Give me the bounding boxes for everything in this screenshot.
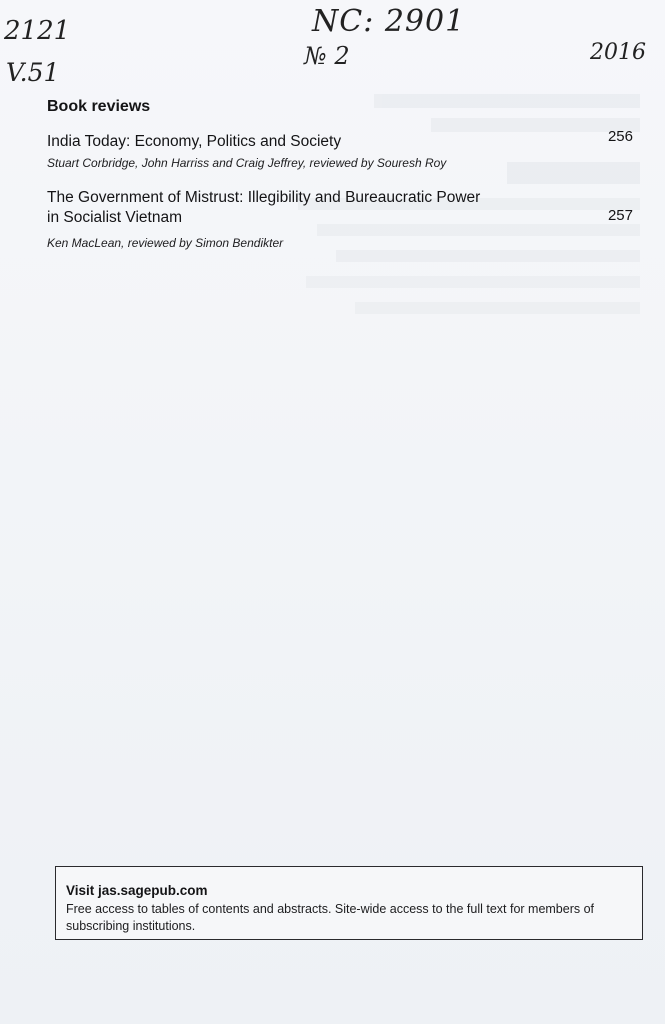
review-title: The Government of Mistrust: Illegibility and Bureaucratic Power in Socialist Vietnam	[47, 189, 481, 226]
handwritten-nc-code: NC: 2901	[312, 4, 466, 39]
website-info-box	[55, 866, 643, 940]
section-heading-book-reviews: Book reviews	[47, 98, 151, 115]
handwritten-year: 2016	[590, 40, 646, 65]
page-number: 257	[607, 207, 633, 224]
review-byline: Stuart Corbridge, John Harriss and Craig Jeffrey, reviewed by Souresh Roy	[47, 156, 447, 170]
website-heading: Visit jas.sagepub.com	[66, 883, 208, 898]
page-number: 256	[607, 128, 633, 145]
review-byline: Ken MacLean, reviewed by Simon Bendikter	[47, 236, 284, 250]
handwritten-volume: V.51	[6, 58, 60, 87]
review-title: India Today: Economy, Politics and Society	[47, 133, 342, 150]
website-access-text: Free access to tables of contents and abstracts. Site-wide access to the full text for members of subscribing institutions.	[66, 902, 595, 933]
handwritten-issue-number: № 2	[304, 42, 350, 70]
handwritten-number: 2121	[4, 16, 71, 46]
